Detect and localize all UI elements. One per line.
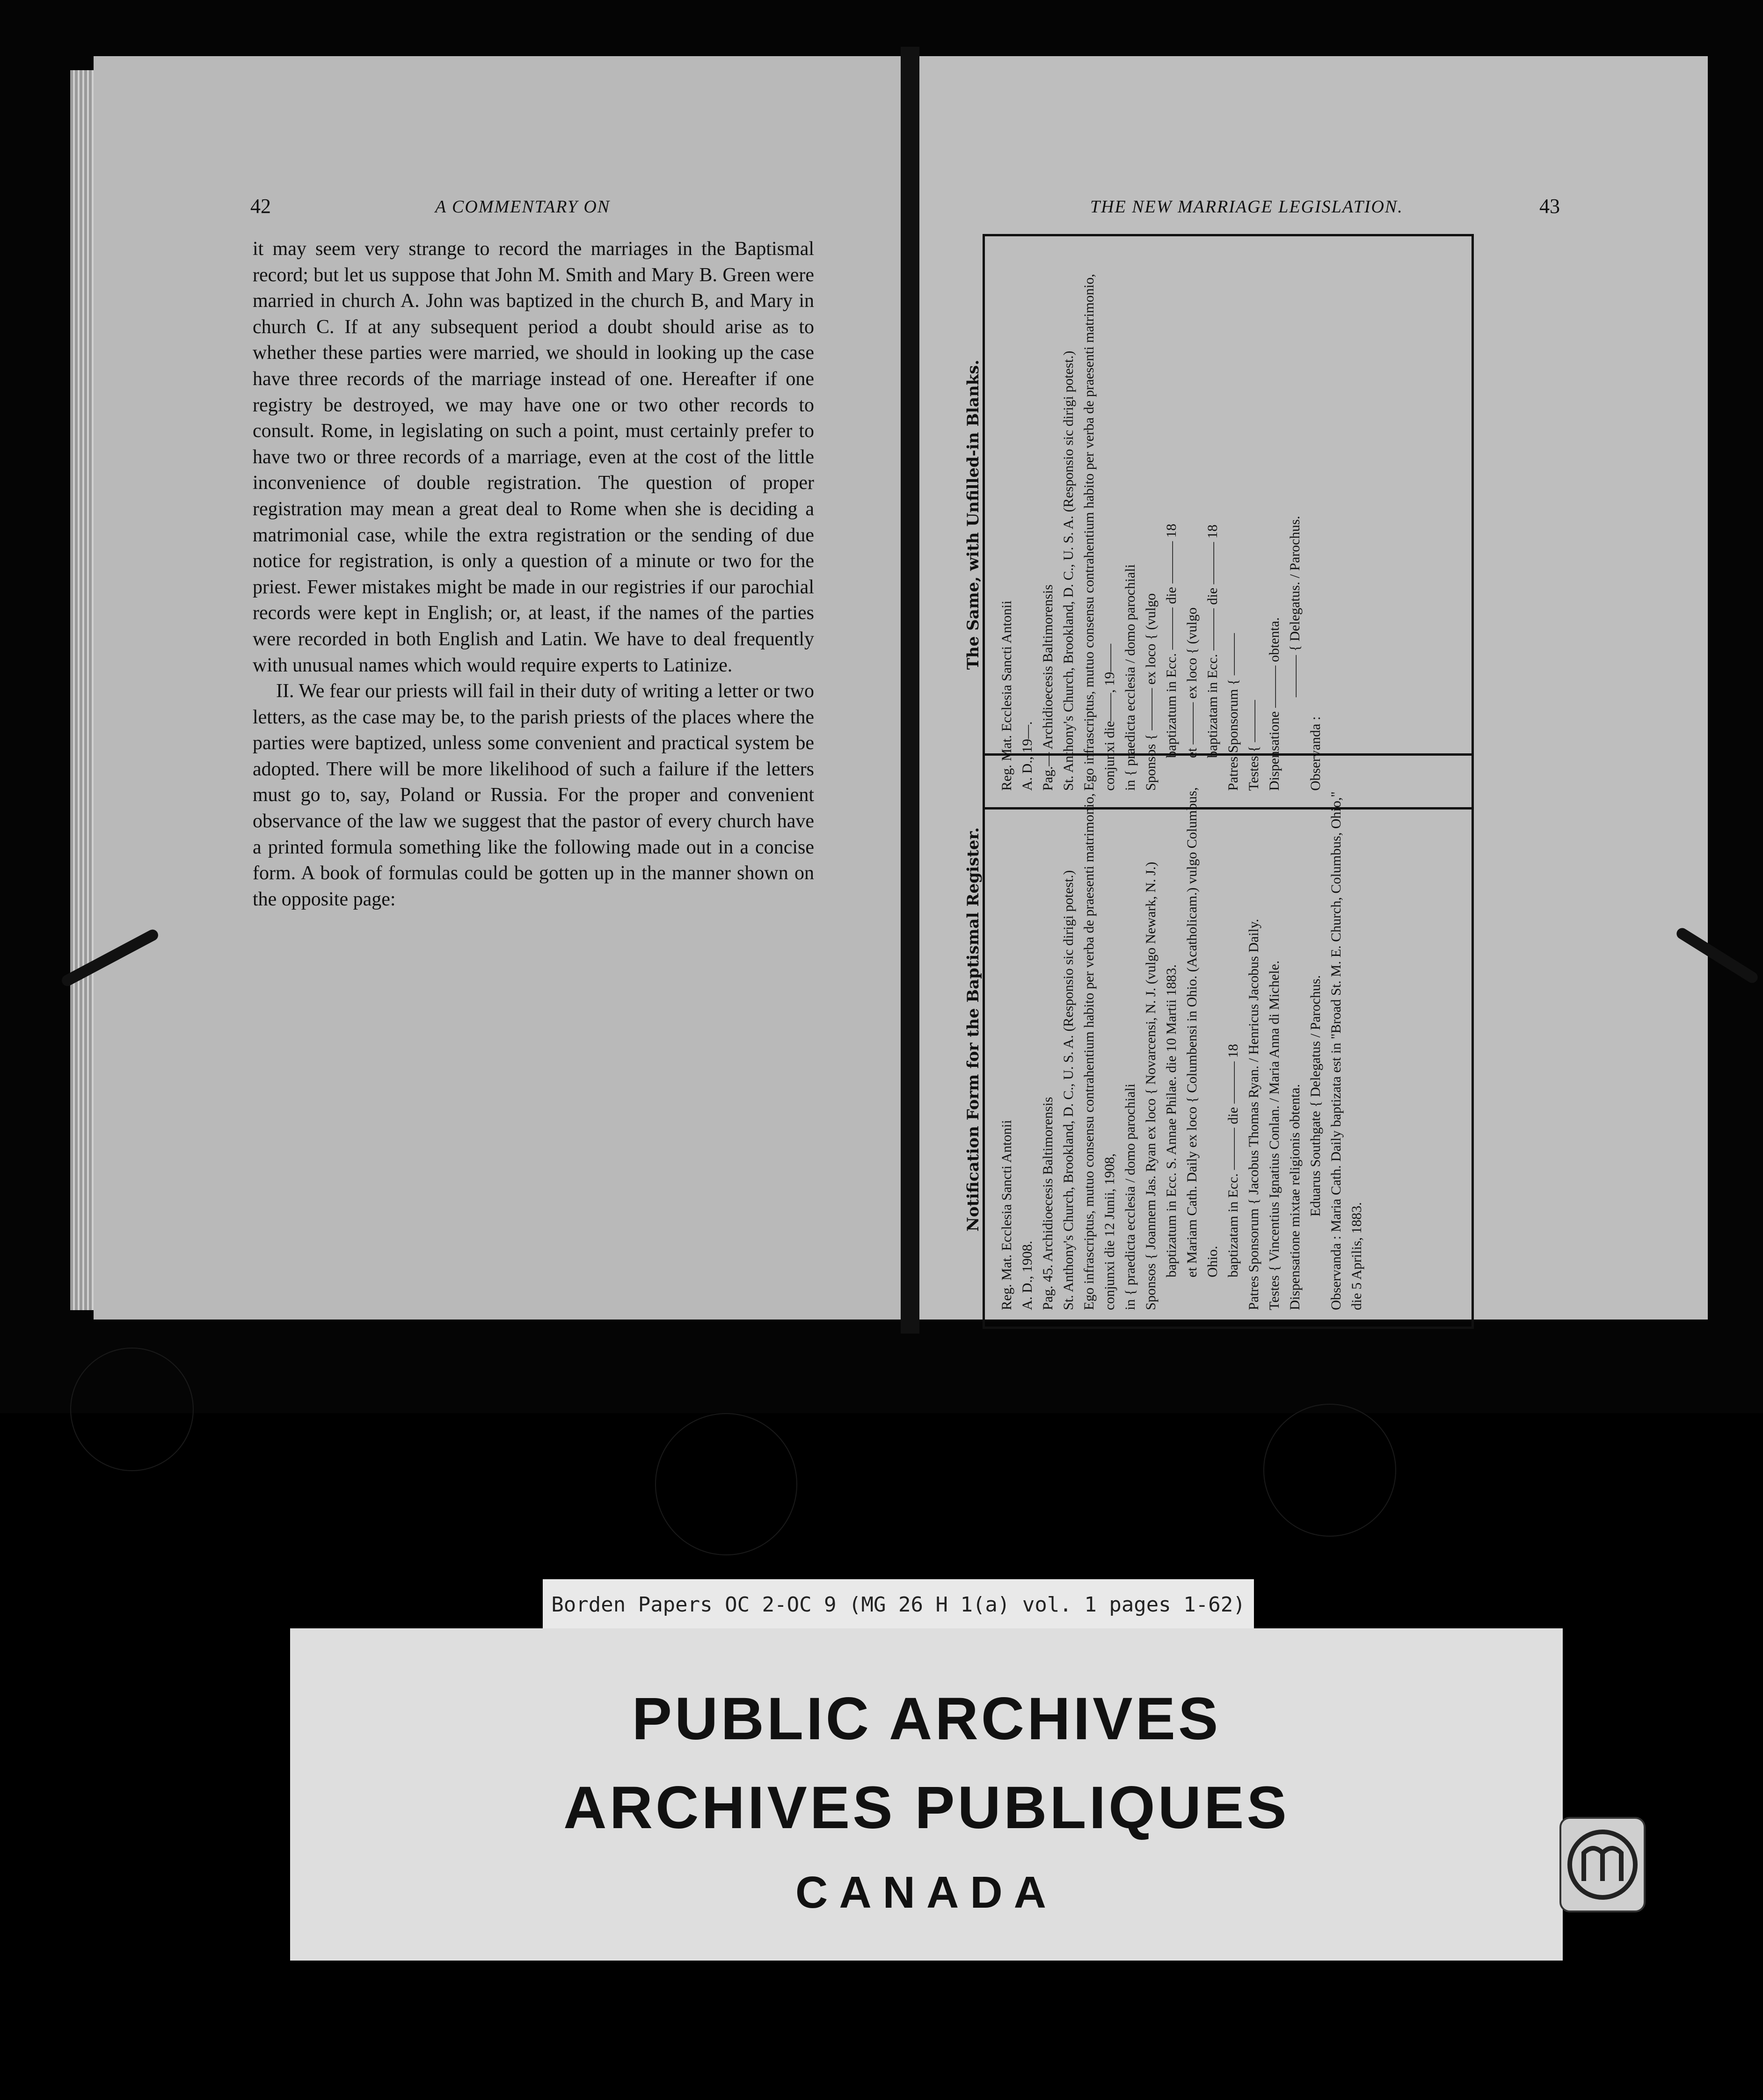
form-line: Testes { Vincentius Ignatius Conlan. / Maria Anna di Michele. [1267, 960, 1282, 1310]
form-line: A. D., 19—. [1020, 721, 1035, 791]
left-page-number: 42 [250, 195, 271, 218]
form-line: St. Anthony's Church, Brookland, D. C., U. S. A. (Responsio sic dirigi potest.) [1061, 350, 1076, 791]
form-line: Eduarus Southgate { Delegatus / Parochus. [1308, 975, 1323, 1217]
form-line: Ego infrascriptus, mutuo consensu contrahentium habito per verba de praesenti matrimonio, conjunxi die——, 19—— [1081, 274, 1117, 791]
form-line: A. D., 1908. [1020, 1240, 1035, 1310]
form-line: baptizatum in Ecc. ——— die ——— 18 [1164, 524, 1179, 758]
form-line: Observanda : [1308, 716, 1323, 791]
form-line: Pag.— Archidioecesis Baltimorensis [1040, 584, 1056, 791]
upper-form-content [983, 234, 1474, 809]
form-line: Dispensatione ——— obtenta. [1267, 617, 1282, 791]
form-line: in { praedicta ecclesia / domo parochiali [1122, 564, 1138, 791]
form-line: baptizatam in Ecc. ——— die ——— 18 [1225, 1043, 1241, 1277]
lower-form [983, 753, 1474, 1329]
left-running-head: A COMMENTARY ON [435, 197, 611, 217]
form-line: Dispensatione mixtae religionis obtenta. [1287, 1084, 1303, 1310]
form-line: Pag. 45. Archidioecesis Baltimorensis [1040, 1097, 1056, 1310]
form-line: Reg. Mat. Ecclesia Sancti Antonii [999, 600, 1014, 791]
film-stain [655, 1413, 797, 1555]
card-line-3: CANADA [795, 1867, 1057, 1918]
form-line: St. Anthony's Church, Brookland, D. C., U. S. A. (Responsio sic dirigi potest.) [1061, 870, 1076, 1310]
film-stain [1263, 1404, 1396, 1537]
paragraph-1: it may seem very strange to record the marriages in the Baptismal record; but let us suppose that John M. Smith and Mary B. Green were married in church A. John was baptized in the church B, and Mary in church C. If at any subsequent period a doubt should arise as to whether these parties were married, we should in looking up the case have three records of the marriage instead of one. Hereafter if one registry be destroyed, we may have one or two other records to consult. Rome, in legislating on such a point, must certainly prefer to have two or three records of a marriage, even at the cost of the little inconvenience of double registration. The question of proper registration may mean a great deal to Rome when she is deciding a matrimonial case, while the extra registration or the sending of due notice for registration, is only a question of a minute or two for the priest. Fewer mistakes might be made in our registries if our parochial records were kept in English; or, at least, if the names of the parties were recorded in both English and Latin. We have to deal frequently with unusual names which would require experts to Latinize. [253, 238, 814, 676]
form-line: Ego infrascriptus, mutuo consensu contrahentium habito per verba de praesenti matrimonio, conjunxi die 12 Junii, 1908, [1081, 793, 1117, 1310]
left-body-text [253, 236, 814, 912]
right-page-number: 43 [1539, 195, 1560, 218]
form-line: ——— { Delegatus. / Parochus. [1287, 516, 1303, 697]
form-line: baptizatum in Ecc. S. Annae Philae. die 10 Martii 1883. [1164, 964, 1179, 1277]
form-line: Sponsos { ——— ex loco { (vulgo [1143, 593, 1158, 791]
form-line: Testes { ——— [1246, 700, 1261, 791]
form-line: Patres Sponsorum { Jacobus Thomas Ryan. / Henricus Jacobus Daily. [1246, 919, 1261, 1310]
lower-form-content [983, 753, 1474, 1329]
archives-logo-icon [1558, 1816, 1647, 1914]
form-line: Sponsos { Joannem Jas. Ryan ex loco { Novarcensi, N. J. (vulgo Newark, N. J.) [1143, 861, 1158, 1310]
form-line: baptizatam in Ecc. ——— die ——— 18 [1205, 524, 1220, 758]
form-line: et Mariam Cath. Daily ex loco { Columbensi in Ohio. (Acatholicam.) vulgo Columbus, Ohio. [1184, 787, 1220, 1277]
film-stain [70, 1348, 194, 1471]
right-running-head: THE NEW MARRIAGE LEGISLATION. [1090, 197, 1403, 217]
form-line: et ——— ex loco { (vulgo [1184, 607, 1200, 758]
paragraph-2: II. We fear our priests will fail in their duty of writing a letter or two letters, as the case may be, to the parish priests of the places where the parties were baptized, unless some convenient and practical system be adopted. There will be more likelihood of such a failure if the letters must go to, say, Poland or Russia. For the proper and convenient observance of the law we suggest that the pastor of every church have a printed formula something like the following made out in a concise form. A book of formulas could be gotten up in the manner shown on the opposite page: [253, 680, 814, 910]
lower-form-title: Notification Form for the Baptismal Register. [964, 827, 983, 1232]
upper-form [983, 234, 1474, 809]
upper-form-title: The Same, with Unfilled-in Blanks. [964, 359, 983, 670]
form-line: Patres Sponsorum { ——— [1225, 633, 1241, 791]
collection-caption: Borden Papers OC 2-OC 9 (MG 26 H 1(a) vol. 1 pages 1-62) [543, 1579, 1254, 1631]
form-line: in { praedicta ecclesia / domo parochiali [1122, 1083, 1138, 1310]
card-line-2: ARCHIVES PUBLIQUES [563, 1774, 1289, 1841]
form-line: Observanda : Maria Cath. Daily baptizata est in "Broad St. M. E. Church, Columbus, Ohio," die 5 Aprilis, 1883. [1328, 791, 1364, 1310]
card-line-1: PUBLIC ARCHIVES [632, 1685, 1221, 1752]
book-gutter [901, 47, 919, 1334]
form-line: Reg. Mat. Ecclesia Sancti Antonii [999, 1120, 1014, 1310]
